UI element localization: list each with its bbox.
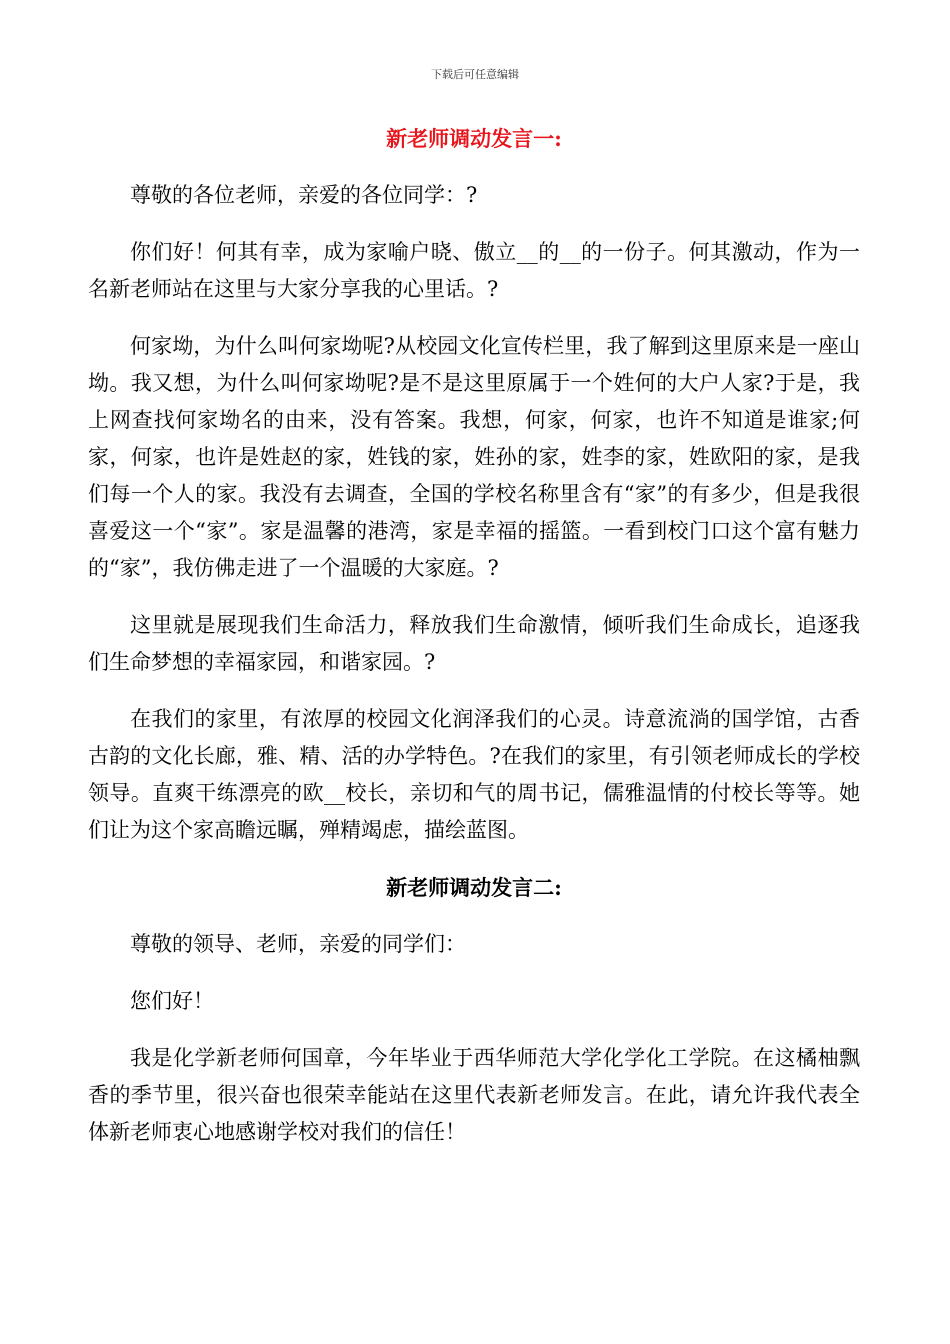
section-one-title: 新老师调动发言一: [386, 126, 562, 151]
paragraph: 您们好！ [130, 989, 214, 1013]
section-two-title: 新老师调动发言二: [386, 875, 562, 900]
paragraph: 尊敬的各位老师，亲爱的各位同学：? [130, 183, 478, 207]
paragraph: 何家坳，为什么叫何家坳呢?从校园文化宣传栏里，我了解到这里原来是一座山坳。我又想，为什么叫何家坳呢?是不是这里原属于一个姓何的大户人家?于是，我上网查找何家坳名的由来，没有答案。我想，何家，何家，也许不知道是谁家;何家，何家，也许是姓赵的家，姓钱的家，姓孙的家，姓李的家，姓欧阳的家，是我们每一个人的家。我没有去调查，全国的学校名称里含有“家”的有多少，但是我很喜爱这一个“家”。家是温馨的港湾，家是幸福的摇篮。一看到校门口这个富有魅力的“家”，我仿佛走进了一个温暖的大家庭。? [88, 334, 860, 580]
paragraph: 在我们的家里，有浓厚的校园文化润泽我们的心灵。诗意流淌的国学馆，古香古韵的文化长廊，雅、精、活的办学特色。?在我们的家里，有引领老师成长的学校领导。直爽干练漂亮的欧__校长，亲切和气的周书记，儒雅温情的付校长等等。她们让为这个家高瞻远瞩，殚精竭虑，描绘蓝图。 [88, 707, 860, 842]
paragraph: 尊敬的领导、老师，亲爱的同学们： [130, 932, 466, 956]
paragraph: 我是化学新老师何国章，今年毕业于西华师范大学化学化工学院。在这橘柚飘香的季节里，很兴奋也很荣幸能站在这里代表新老师发言。在此，请允许我代表全体新老师衷心地感谢学校对我们的信任！ [88, 1046, 860, 1144]
document-body [88, 120, 860, 1171]
paragraph: 你们好！何其有幸，成为家喻户晓、傲立__的__的一份子。何其激动，作为一名新老师站在这里与大家分享我的心里话。? [88, 240, 860, 301]
paragraph: 这里就是展现我们生命活力，释放我们生命激情，倾听我们生命成长，追逐我们生命梦想的幸福家园，和谐家园。? [88, 613, 860, 674]
header-note: 下载后可任意编辑 [431, 68, 519, 81]
